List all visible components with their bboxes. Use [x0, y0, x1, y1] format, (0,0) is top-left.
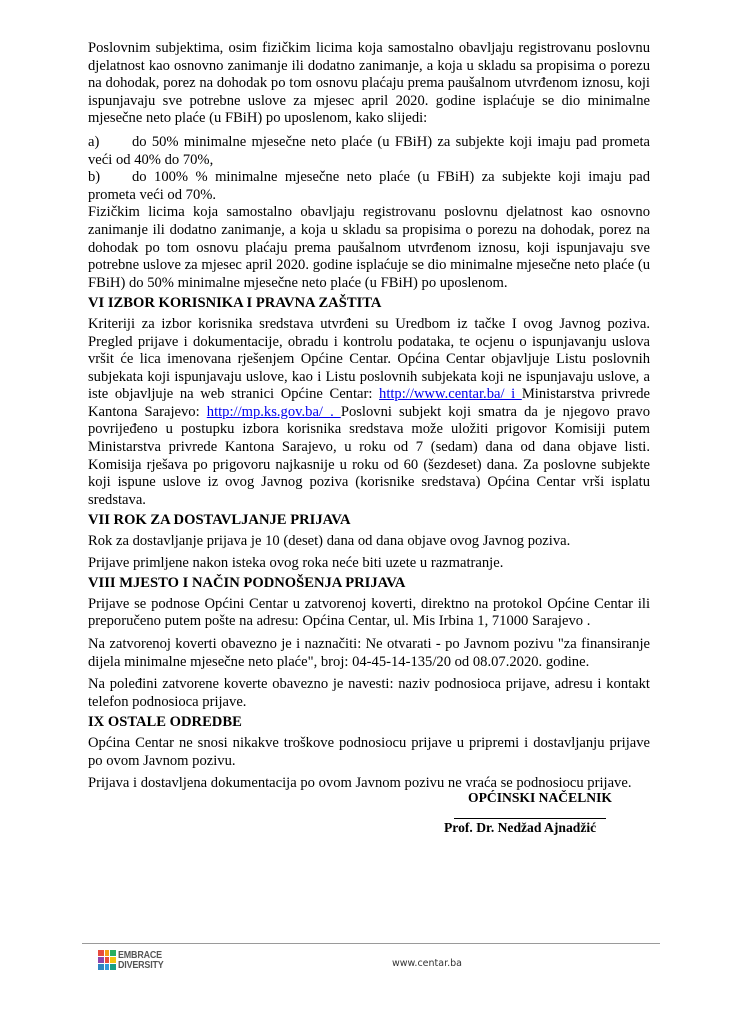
logo-mark-icon — [98, 950, 116, 970]
ministry-website-link[interactable]: http://mp.ks.gov.ba/ . — [206, 403, 341, 420]
logo-text — [118, 950, 164, 970]
list-item-a — [88, 134, 650, 169]
document-body — [88, 40, 650, 793]
section-viii-paragraph-2: Na zatvorenoj koverti obavezno je i naznačiti: Ne otvarati - po Javnom pozivu "za finansiranje dijela minimalne mjesečne neto plaće", broj: 04-45-14-135/20 od 08.07.2020. godine. — [88, 636, 650, 670]
footer-divider — [82, 943, 660, 944]
signatory-name: Prof. Dr. Nedžad Ajnadžić — [444, 820, 597, 835]
list-text: do 50% minimalne mjesečne neto plaće (u FBiH) za subjekte koji imaju pad prometa veći od 40% do 70%, — [88, 133, 650, 168]
section-ix-paragraph-2: Prijava i dostavljena dokumentacija po ovom Javnom pozivu ne vraća se podnosiocu prijave. — [88, 775, 632, 792]
signature-title: OPĆINSKI NAČELNIK — [468, 790, 612, 805]
section-vii-heading: VII ROK ZA DOSTAVLJANJE PRIJAVA — [88, 512, 351, 529]
natural-persons-paragraph: Fizičkim licima koja samostalno obavljaju registrovanu poslovnu djelatnost kao osnovno zanimanje ili dodatno zanimanje, a koja u skladu sa propisima o porezu na dohodak, porez na dohodak po tom osnovu plaćaju prema paušalnom utvrđenom iznosu, koji ispunjavaju sve potrebne uslove za mjesec april 2020. godine isplaćuje se dio minimalne mjesečne neto plaće (u FBiH) do 50% minimalne mjesečne neto plaće (u FBiH) po uposlenom. — [88, 204, 650, 291]
section-vii-paragraph-2: Prijave primljene nakon isteka ovog roka neće biti uzete u razmatranje. — [88, 554, 504, 571]
section-ix-heading: IX OSTALE ODREDBE — [88, 714, 242, 731]
list-text: do 100% % minimalne mjesečne neto plaće (u FBiH) za subjekte koji imaju pad prometa veći od 70%. — [88, 169, 650, 203]
section-viii-paragraph-3: Na poleđini zatvorene koverte obavezno je navesti: naziv podnosioca prijave, adresu i kontakt telefon podnosioca prijave. — [88, 676, 650, 710]
logo-line-2: DIVERSITY — [118, 959, 164, 971]
logo-line-1: EMBRACE — [118, 949, 162, 961]
list-marker: a) — [88, 133, 100, 150]
signature-block — [440, 790, 630, 836]
embrace-diversity-logo — [98, 950, 172, 970]
intro-paragraph: Poslovnim subjektima, osim fizičkim licima koja samostalno obavljaju registrovanu poslovnu djelatnost kao osnovno zanimanje ili dodatno zanimanje, a koja u skladu sa propisima o porezu na dohodak, porez na dohodak po tom osnovu plaćaju prema paušalnom utvrđenom iznosu, koji ispunjavaju sve potrebne uslove za mjesec april 2020. godine isplaćuje se dio minimalne mjesečne neto plaće (u FBiH) po uposlenom, kako slijedi: — [88, 40, 650, 127]
section-vi-heading: VI IZBOR KORISNIKA I PRAVNA ZAŠTITA — [88, 295, 382, 312]
percentage-list — [88, 134, 650, 204]
section-ix-paragraph-1: Općina Centar ne snosi nikakve troškove podnosiocu prijave u pripremi i dostavljanju prijave po ovom Javnom pozivu. — [88, 734, 650, 769]
list-marker: b) — [88, 169, 101, 186]
section-viii-paragraph-1: Prijave se podnose Općini Centar u zatvorenoj koverti, direktno na protokol Općine Centar ili preporučeno putem pošte na adresu: Općina Centar, ul. Mis Irbina 1, 71000 Sarajevo . — [88, 595, 650, 630]
centar-website-link[interactable]: http://www.centar.ba/ i — [379, 386, 522, 403]
section-viii-heading: VIII MJESTO I NAČIN PODNOŠENJA PRIJAVA — [88, 575, 406, 592]
list-item-b — [88, 169, 650, 204]
section-vii-paragraph-1: Rok za dostavljanje prijava je 10 (deset) dana od dana objave ovog Javnog poziva. — [88, 533, 571, 550]
signature-line — [454, 818, 606, 819]
section-vi-text-1: Kriteriji za izbor korisnika sredstava utvrđeni su Uredbom iz tačke I ovog Javnog poziva. Pregled prijave i dokumentacije, obradu i kontrolu podataka, te ocjenu o ispunjavanju uslova vršit će lica imenovana rješenjem Općine Centar. Općina Centar objavljuje Listu poslovnih subjekata koji ispunjavaju uslove, kao i Listu poslovnih subjekata koji ne ispunjavaju uslove, a iste objavljuje na web stranici Općine Centar: — [88, 315, 650, 403]
section-vi-paragraph — [88, 316, 650, 510]
footer-url[interactable]: www.centar.ba — [392, 958, 462, 969]
section-vi-text-2: Ministarstva privrede Kantona Sarajevo: — [88, 386, 651, 420]
section-vi-text-3: Poslovni subjekt koji smatra da je njegovo pravo povrijeđeno u postupku izbora korisnika sredstava može uložiti prigovor Komisiji putem Ministarstva privrede Kantona Sarajevo, u roku od 7 (sedam) dana od dana objave listi. Komisija rješava po prigovoru najkasnije u roku od 60 (šezdeset) dana. Za poslovne subjekte koji ispune uslove iz ovog Javnog poziva (korisnike sredstava) Općina Centar vrši isplatu sredstava. — [88, 403, 650, 508]
